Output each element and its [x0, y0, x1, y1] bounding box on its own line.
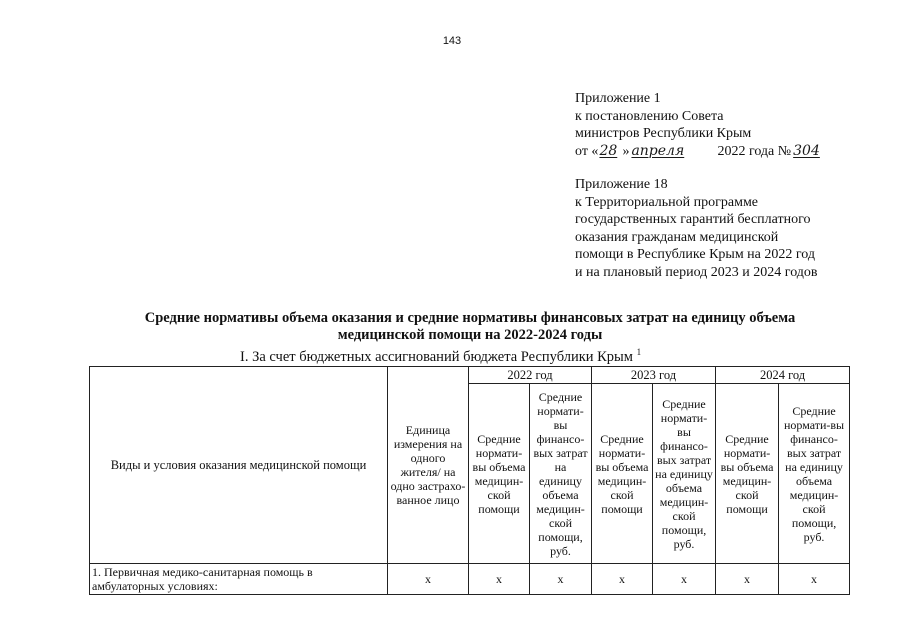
header-year-2024: 2024 год: [716, 367, 850, 384]
header-unit: Единица измерения на одного жителя/ на одно застрахо-ванное лицо: [388, 367, 469, 564]
norms-table: [89, 366, 850, 595]
title-line-1: Средние нормативы объема оказания и средние нормативы финансовых затрат на единицу объема: [144, 310, 796, 326]
row-cell: х: [592, 564, 653, 595]
appendix-1-line: министров Республики Крым: [575, 126, 752, 141]
handwritten-doc-number: 304: [793, 142, 820, 159]
appendix-1-line: к постановлению Совета: [575, 108, 724, 124]
row-cell: х: [530, 564, 592, 595]
header-volume-2024: Средние нормати-вы объема медицин-ской помощи: [716, 384, 779, 564]
document-title: [100, 310, 840, 344]
appendix-1-line: Приложение 1: [575, 91, 661, 106]
header-volume-2023: Средние нормати-вы объема медицин-ской помощи: [592, 384, 653, 564]
table-row: [90, 564, 850, 595]
header-year-2023: 2023 год: [592, 367, 716, 384]
row-cell: х: [716, 564, 779, 595]
appendix-18-line: к Территориальной программе: [575, 194, 759, 210]
row-cell: х: [779, 564, 850, 595]
date-mid: »: [622, 143, 630, 159]
title-line-2: медицинской помощи на 2022-2024 годы: [337, 327, 603, 343]
header-cost-2022: Средние нормати-вы финансо-вых затрат на единицу объема медицин-ской помощи, руб.: [530, 384, 592, 564]
date-prefix: от «: [575, 143, 599, 159]
appendix-18-line: оказания гражданам медицинской: [575, 229, 779, 245]
appendix-1-date-line: [575, 143, 831, 161]
header-volume-2022: Средние нормати-вы объема медицин-ской помощи: [469, 384, 530, 564]
header-year-2022: 2022 год: [469, 367, 592, 384]
header-cost-2023: Средние нормати-вы финансо-вых затрат на единицу объема медицин-ской помощи, руб.: [653, 384, 716, 564]
row-cell: х: [388, 564, 469, 595]
appendix-18-line: государственных гарантий бесплатного: [575, 212, 811, 227]
section-heading: [240, 347, 641, 366]
row-label: 1. Первичная медико-санитарная помощь в амбулаторных условиях:: [90, 564, 388, 595]
appendix-18-line: Приложение 18: [575, 177, 668, 192]
appendix-18-line: помощи в Республике Крым на 2022 год: [575, 247, 815, 262]
section-footnote-mark: 1: [636, 347, 642, 357]
appendix-18-block: [575, 176, 818, 281]
section-text: I. За счет бюджетных ассигнований бюджета Республики Крым: [240, 348, 633, 365]
appendix-1-block: [575, 90, 831, 160]
page-number: 143: [442, 35, 462, 47]
header-row-years: [90, 367, 850, 384]
handwritten-month: апреля: [631, 142, 685, 159]
header-cost-2024: Средние нормати-вы финансо-вых затрат на единицу объема медицин-ской помощи, руб.: [779, 384, 850, 564]
header-types: Виды и условия оказания медицинской помощи: [90, 367, 388, 564]
appendix-18-line: и на плановый период 2023 и 2024 годов: [575, 264, 818, 280]
row-cell: х: [469, 564, 530, 595]
row-cell: х: [653, 564, 716, 595]
handwritten-day: 28: [599, 142, 618, 159]
date-year-text: 2022 года №: [717, 143, 792, 159]
